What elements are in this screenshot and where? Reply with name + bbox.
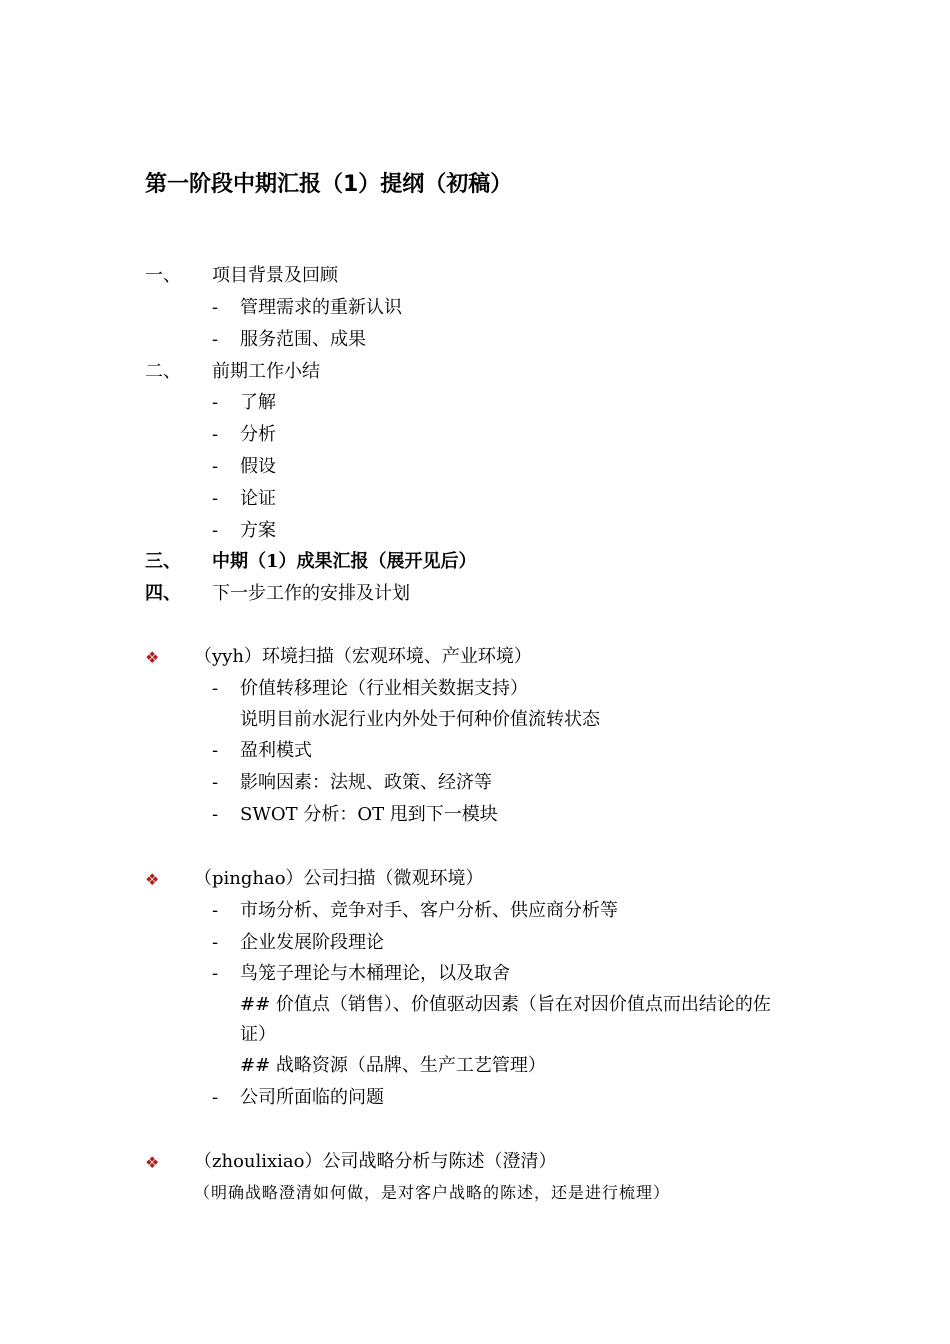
- page-title: 第一阶段中期汇报（1）提纲（初稿）: [145, 172, 513, 197]
- section-1-number: 一、: [145, 265, 181, 286]
- block-1-item: SWOT 分析：OT 甩到下一模块: [240, 804, 498, 825]
- section-2-title: 前期工作小结: [212, 361, 320, 382]
- block-2-item-detail: ## 价值点（销售）、价值驱动因素（旨在对因价值点而出结论的佐: [240, 994, 771, 1015]
- section-1-item: 服务范围、成果: [240, 329, 366, 350]
- dash-marker: -: [212, 424, 219, 445]
- block-1-item: 影响因素：法规、政策、经济等: [240, 772, 492, 793]
- section-2-item: 分析: [240, 424, 276, 445]
- section-2-item: 方案: [240, 520, 276, 541]
- section-1-title: 项目背景及回顾: [212, 265, 338, 286]
- dash-marker: -: [212, 740, 219, 761]
- section-4-number: 四、: [145, 583, 181, 604]
- block-3-note: （明确战略澄清如何做，是对客户战略的陈述，还是进行梳理）: [194, 1183, 671, 1202]
- dash-marker: -: [212, 932, 219, 953]
- dash-marker: -: [212, 804, 219, 825]
- block-2-item: 公司所面临的问题: [240, 1087, 384, 1108]
- block-1-item: 盈利模式: [240, 740, 312, 761]
- section-2-item: 假设: [240, 456, 276, 477]
- block-2-title: （pinghao）公司扫描（微观环境）: [194, 868, 484, 889]
- dash-marker: -: [212, 297, 219, 318]
- block-3-title: （zhoulixiao）公司战略分析与陈述（澄清）: [194, 1151, 557, 1172]
- dash-marker: -: [212, 772, 219, 793]
- diamond-bullet-icon: ❖: [145, 870, 160, 889]
- dash-marker: -: [212, 488, 219, 509]
- block-1-title: （yyh）环境扫描（宏观环境、产业环境）: [194, 646, 532, 667]
- dash-marker: -: [212, 329, 219, 350]
- block-2-item-detail: ## 战略资源（品牌、生产工艺管理）: [240, 1055, 546, 1076]
- block-2-item: 企业发展阶段理论: [240, 932, 384, 953]
- block-2-item: 市场分析、竞争对手、客户分析、供应商分析等: [240, 900, 618, 921]
- section-3-number: 三、: [145, 551, 181, 572]
- dash-marker: -: [212, 678, 219, 699]
- section-4-title: 下一步工作的安排及计划: [212, 583, 410, 604]
- diamond-bullet-icon: ❖: [145, 648, 160, 667]
- section-2-number: 二、: [145, 361, 181, 382]
- diamond-bullet-icon: ❖: [145, 1153, 160, 1172]
- dash-marker: -: [212, 392, 219, 413]
- block-2-item: 鸟笼子理论与木桶理论，以及取舍: [240, 963, 510, 984]
- block-1-item: 价值转移理论（行业相关数据支持）: [240, 678, 528, 699]
- section-1-item: 管理需求的重新认识: [240, 297, 402, 318]
- section-3-title: 中期（1）成果汇报（展开见后）: [212, 551, 477, 572]
- dash-marker: -: [212, 900, 219, 921]
- dash-marker: -: [212, 520, 219, 541]
- dash-marker: -: [212, 1087, 219, 1108]
- block-2-item-detail: 证）: [240, 1024, 276, 1045]
- section-2-item: 了解: [240, 392, 276, 413]
- block-1-item-detail: 说明目前水泥行业内外处于何种价值流转状态: [240, 709, 600, 730]
- dash-marker: -: [212, 963, 219, 984]
- section-2-item: 论证: [240, 488, 276, 509]
- dash-marker: -: [212, 456, 219, 477]
